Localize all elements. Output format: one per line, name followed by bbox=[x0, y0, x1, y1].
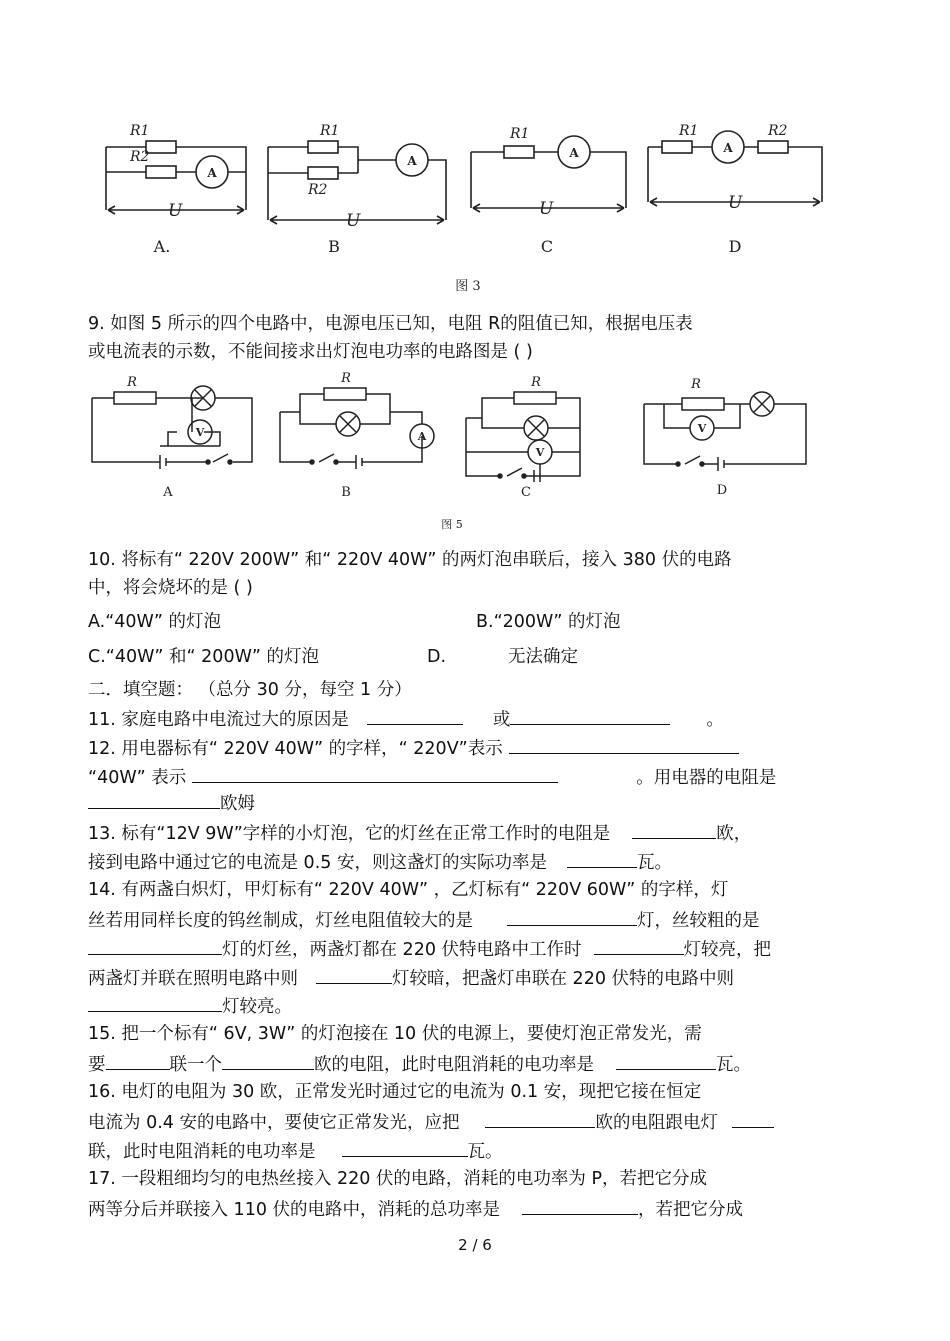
q11-or: 或 bbox=[492, 710, 511, 730]
q14-blank-3[interactable] bbox=[594, 936, 684, 955]
q14-text-1: 丝若用同样长度的钨丝制成，灯丝电阻值较大的是 bbox=[88, 911, 473, 931]
q12-line-3 bbox=[88, 790, 255, 816]
q16-text-3: 联，此时电阻消耗的电功率是 bbox=[88, 1142, 316, 1162]
q17-text-1: 两等分后并联接入 110 伏的电路中，消耗的总功率是 bbox=[88, 1200, 501, 1220]
q13-line-1 bbox=[88, 820, 751, 846]
q12-line-1 bbox=[88, 735, 739, 761]
fig3-a-label: A. bbox=[153, 237, 171, 256]
q14-text-5: 两盏灯并联在照明电路中则 bbox=[88, 969, 298, 989]
q10-option-d-letter: D. bbox=[427, 647, 447, 667]
fig3-c-u: U bbox=[539, 199, 554, 219]
q14-text-4: 灯较亮，把 bbox=[683, 940, 772, 960]
q15-text-3: 欧的电阻，此时电阻消耗的电功率是 bbox=[314, 1055, 594, 1075]
q14-line-2 bbox=[88, 907, 760, 933]
q14-blank-1[interactable] bbox=[507, 907, 637, 926]
q12-blank-3[interactable] bbox=[88, 790, 220, 809]
q12-blank-1[interactable] bbox=[509, 735, 739, 754]
figure-5 bbox=[88, 370, 818, 535]
fig5-b-meter: A bbox=[417, 430, 427, 443]
q16-blank-3[interactable] bbox=[342, 1138, 468, 1157]
q12-line-2 bbox=[88, 764, 776, 790]
q16-text-4: 瓦。 bbox=[467, 1142, 503, 1162]
fig5-panel-a bbox=[92, 386, 252, 469]
q13-text-1: 13. 标有“12V 9W”字样的小灯泡，它的灯丝在正常工作时的电阻是 bbox=[88, 824, 611, 844]
q14-text-6: 灯较暗，把盏灯串联在 220 伏特的电路中则 bbox=[392, 969, 735, 989]
q15-blank-1[interactable] bbox=[106, 1051, 170, 1070]
page-number: 2 / 6 bbox=[458, 1236, 492, 1254]
q12-text: 12. 用电器标有“ 220V 40W” 的字样，“ 220V”表示 bbox=[88, 739, 503, 759]
q11-blank-1[interactable] bbox=[367, 706, 463, 725]
q16-text-1: 电流为 0.4 安的电路中，要使它正常发光，应把 bbox=[88, 1113, 460, 1133]
fig5-panel-c bbox=[466, 392, 580, 482]
fig3-a-ammeter-label: A bbox=[207, 166, 217, 180]
q11-text: 11. 家庭电路中电流过大的原因是 bbox=[88, 710, 349, 730]
fig3-c-label: C bbox=[540, 237, 554, 256]
fig5-panel-d bbox=[644, 392, 806, 471]
q10-line-1: 10. 将标有“ 220V 200W” 和“ 220V 40W” 的两灯泡串联后，接入 380 伏的电路 bbox=[88, 550, 732, 570]
fig5-d-meter: V bbox=[697, 422, 707, 435]
q16-line-3 bbox=[88, 1138, 503, 1164]
fig5-panel-b bbox=[280, 388, 434, 469]
q15-text-4: 瓦。 bbox=[716, 1055, 751, 1075]
fig5-c-meter: V bbox=[535, 446, 545, 459]
fig3-d-u: U bbox=[728, 193, 743, 213]
fig5-b-label: B bbox=[341, 485, 351, 500]
section-2-heading: 二．填空题： （总分 30 分，每空 1 分） bbox=[88, 680, 412, 700]
fig5-a-meter: V bbox=[195, 426, 205, 439]
q15-line-2 bbox=[88, 1051, 751, 1077]
fig5-d-r: R bbox=[691, 377, 701, 392]
q14-text-2: 灯，丝较粗的是 bbox=[637, 911, 760, 931]
q14-text-3: 灯的灯丝，两盏灯都在 220 伏特电路中工作时 bbox=[222, 940, 582, 960]
fig5-caption: 图 5 bbox=[441, 518, 463, 531]
fig5-b-r: R bbox=[341, 371, 351, 386]
fig3-d-ammeter-label: A bbox=[723, 141, 733, 155]
fig3-b-r1: R1 bbox=[320, 123, 340, 139]
q15-blank-3[interactable] bbox=[616, 1051, 716, 1070]
fig3-d-r1: R1 bbox=[679, 123, 699, 139]
fig3-d-label: D bbox=[728, 237, 742, 256]
q9-line-1: 9. 如图 5 所示的四个电路中，电源电压已知，电阻 R的阻值已知，根据电压表 bbox=[88, 314, 693, 334]
q14-text-7: 灯较亮。 bbox=[222, 997, 292, 1017]
q10-option-c: C.“40W” 和“ 200W” 的灯泡 bbox=[88, 647, 320, 667]
q15-line-1: 15. 把一个标有“ 6V, 3W” 的灯泡接在 10 伏的电源上，要使灯泡正常发光，需 bbox=[88, 1024, 702, 1044]
q16-blank-1[interactable] bbox=[485, 1109, 595, 1128]
q14-line-4 bbox=[88, 965, 734, 991]
q9-line-2: 或电流表的示数，不能间接求出灯泡电功率的电路图是 ( ) bbox=[88, 342, 533, 362]
q15-text-2: 联一个 bbox=[169, 1055, 222, 1075]
fig3-b-r2: R2 bbox=[308, 182, 328, 198]
q13-text-2: 欧， bbox=[716, 824, 752, 844]
fig5-d-label: D bbox=[716, 483, 728, 498]
fig3-b-label: B bbox=[328, 237, 340, 256]
q12-text-3: 。用电器的电阻是 bbox=[636, 768, 777, 788]
fig3-caption: 图 3 bbox=[455, 279, 481, 294]
q17-text-2: ，若把它分成 bbox=[638, 1200, 744, 1220]
q14-line-1: 14. 有两盏白炽灯，甲灯标有“ 220V 40W” ，乙灯标有“ 220V 60W” 的字样，灯 bbox=[88, 880, 729, 900]
q17-line-1: 17. 一段粗细均匀的电热丝接入 220 伏的电路，消耗的电功率为 P，若把它分成 bbox=[88, 1169, 708, 1189]
q14-blank-5[interactable] bbox=[88, 993, 222, 1012]
q10-option-a: A.“40W” 的灯泡 bbox=[88, 612, 221, 632]
q13-text-3: 接到电路中通过它的电流是 0.5 安，则这盏灯的实际功率是 bbox=[88, 853, 547, 873]
q11-blank-2[interactable] bbox=[510, 706, 670, 725]
q13-blank-1[interactable] bbox=[632, 820, 716, 839]
fig3-d-r2: R2 bbox=[768, 123, 788, 139]
q14-blank-2[interactable] bbox=[88, 936, 222, 955]
q11-line bbox=[88, 706, 724, 732]
q13-blank-2[interactable] bbox=[567, 849, 637, 868]
q12-text-4: 欧姆 bbox=[220, 794, 255, 814]
fig3-c-ammeter-label: A bbox=[569, 146, 579, 160]
q16-blank-2[interactable] bbox=[732, 1109, 774, 1128]
q12-text-2: “40W” 表示 bbox=[88, 768, 187, 788]
fig3-a-r1: R1 bbox=[130, 123, 150, 139]
q15-blank-2[interactable] bbox=[222, 1051, 314, 1070]
q16-line-2 bbox=[88, 1109, 774, 1135]
q17-line-2 bbox=[88, 1196, 743, 1222]
q13-text-4: 瓦。 bbox=[636, 853, 672, 873]
fig5-a-r: R bbox=[127, 375, 137, 390]
q10-option-b: B.“200W” 的灯泡 bbox=[476, 612, 621, 632]
fig5-c-r: R bbox=[531, 375, 541, 390]
fig5-c-label: C bbox=[521, 485, 531, 500]
figure-3 bbox=[96, 110, 836, 305]
q16-text-2: 欧的电阻跟电灯 bbox=[595, 1113, 718, 1133]
q10-line-2: 中，将会烧坏的是 ( ) bbox=[88, 578, 253, 598]
q15-text-1: 要 bbox=[88, 1055, 106, 1075]
q11-end: 。 bbox=[706, 710, 724, 730]
fig5-a-label: A bbox=[163, 485, 173, 500]
q10-option-d-text: 无法确定 bbox=[508, 647, 578, 667]
fig3-c-r1: R1 bbox=[510, 126, 530, 142]
q17-blank-1[interactable] bbox=[522, 1196, 638, 1215]
q13-line-2 bbox=[88, 849, 672, 875]
q14-line-3 bbox=[88, 936, 771, 962]
q14-line-5 bbox=[88, 993, 292, 1019]
fig3-b-u: U bbox=[346, 211, 361, 231]
fig3-a-u: U bbox=[168, 201, 183, 221]
q14-blank-4[interactable] bbox=[316, 965, 392, 984]
q12-blank-2[interactable] bbox=[192, 764, 558, 783]
fig3-a-r2: R2 bbox=[130, 149, 150, 165]
fig3-b-ammeter-label: A bbox=[407, 154, 417, 168]
q16-line-1: 16. 电灯的电阻为 30 欧，正常发光时通过它的电流为 0.1 安，现把它接在恒定 bbox=[88, 1082, 702, 1102]
